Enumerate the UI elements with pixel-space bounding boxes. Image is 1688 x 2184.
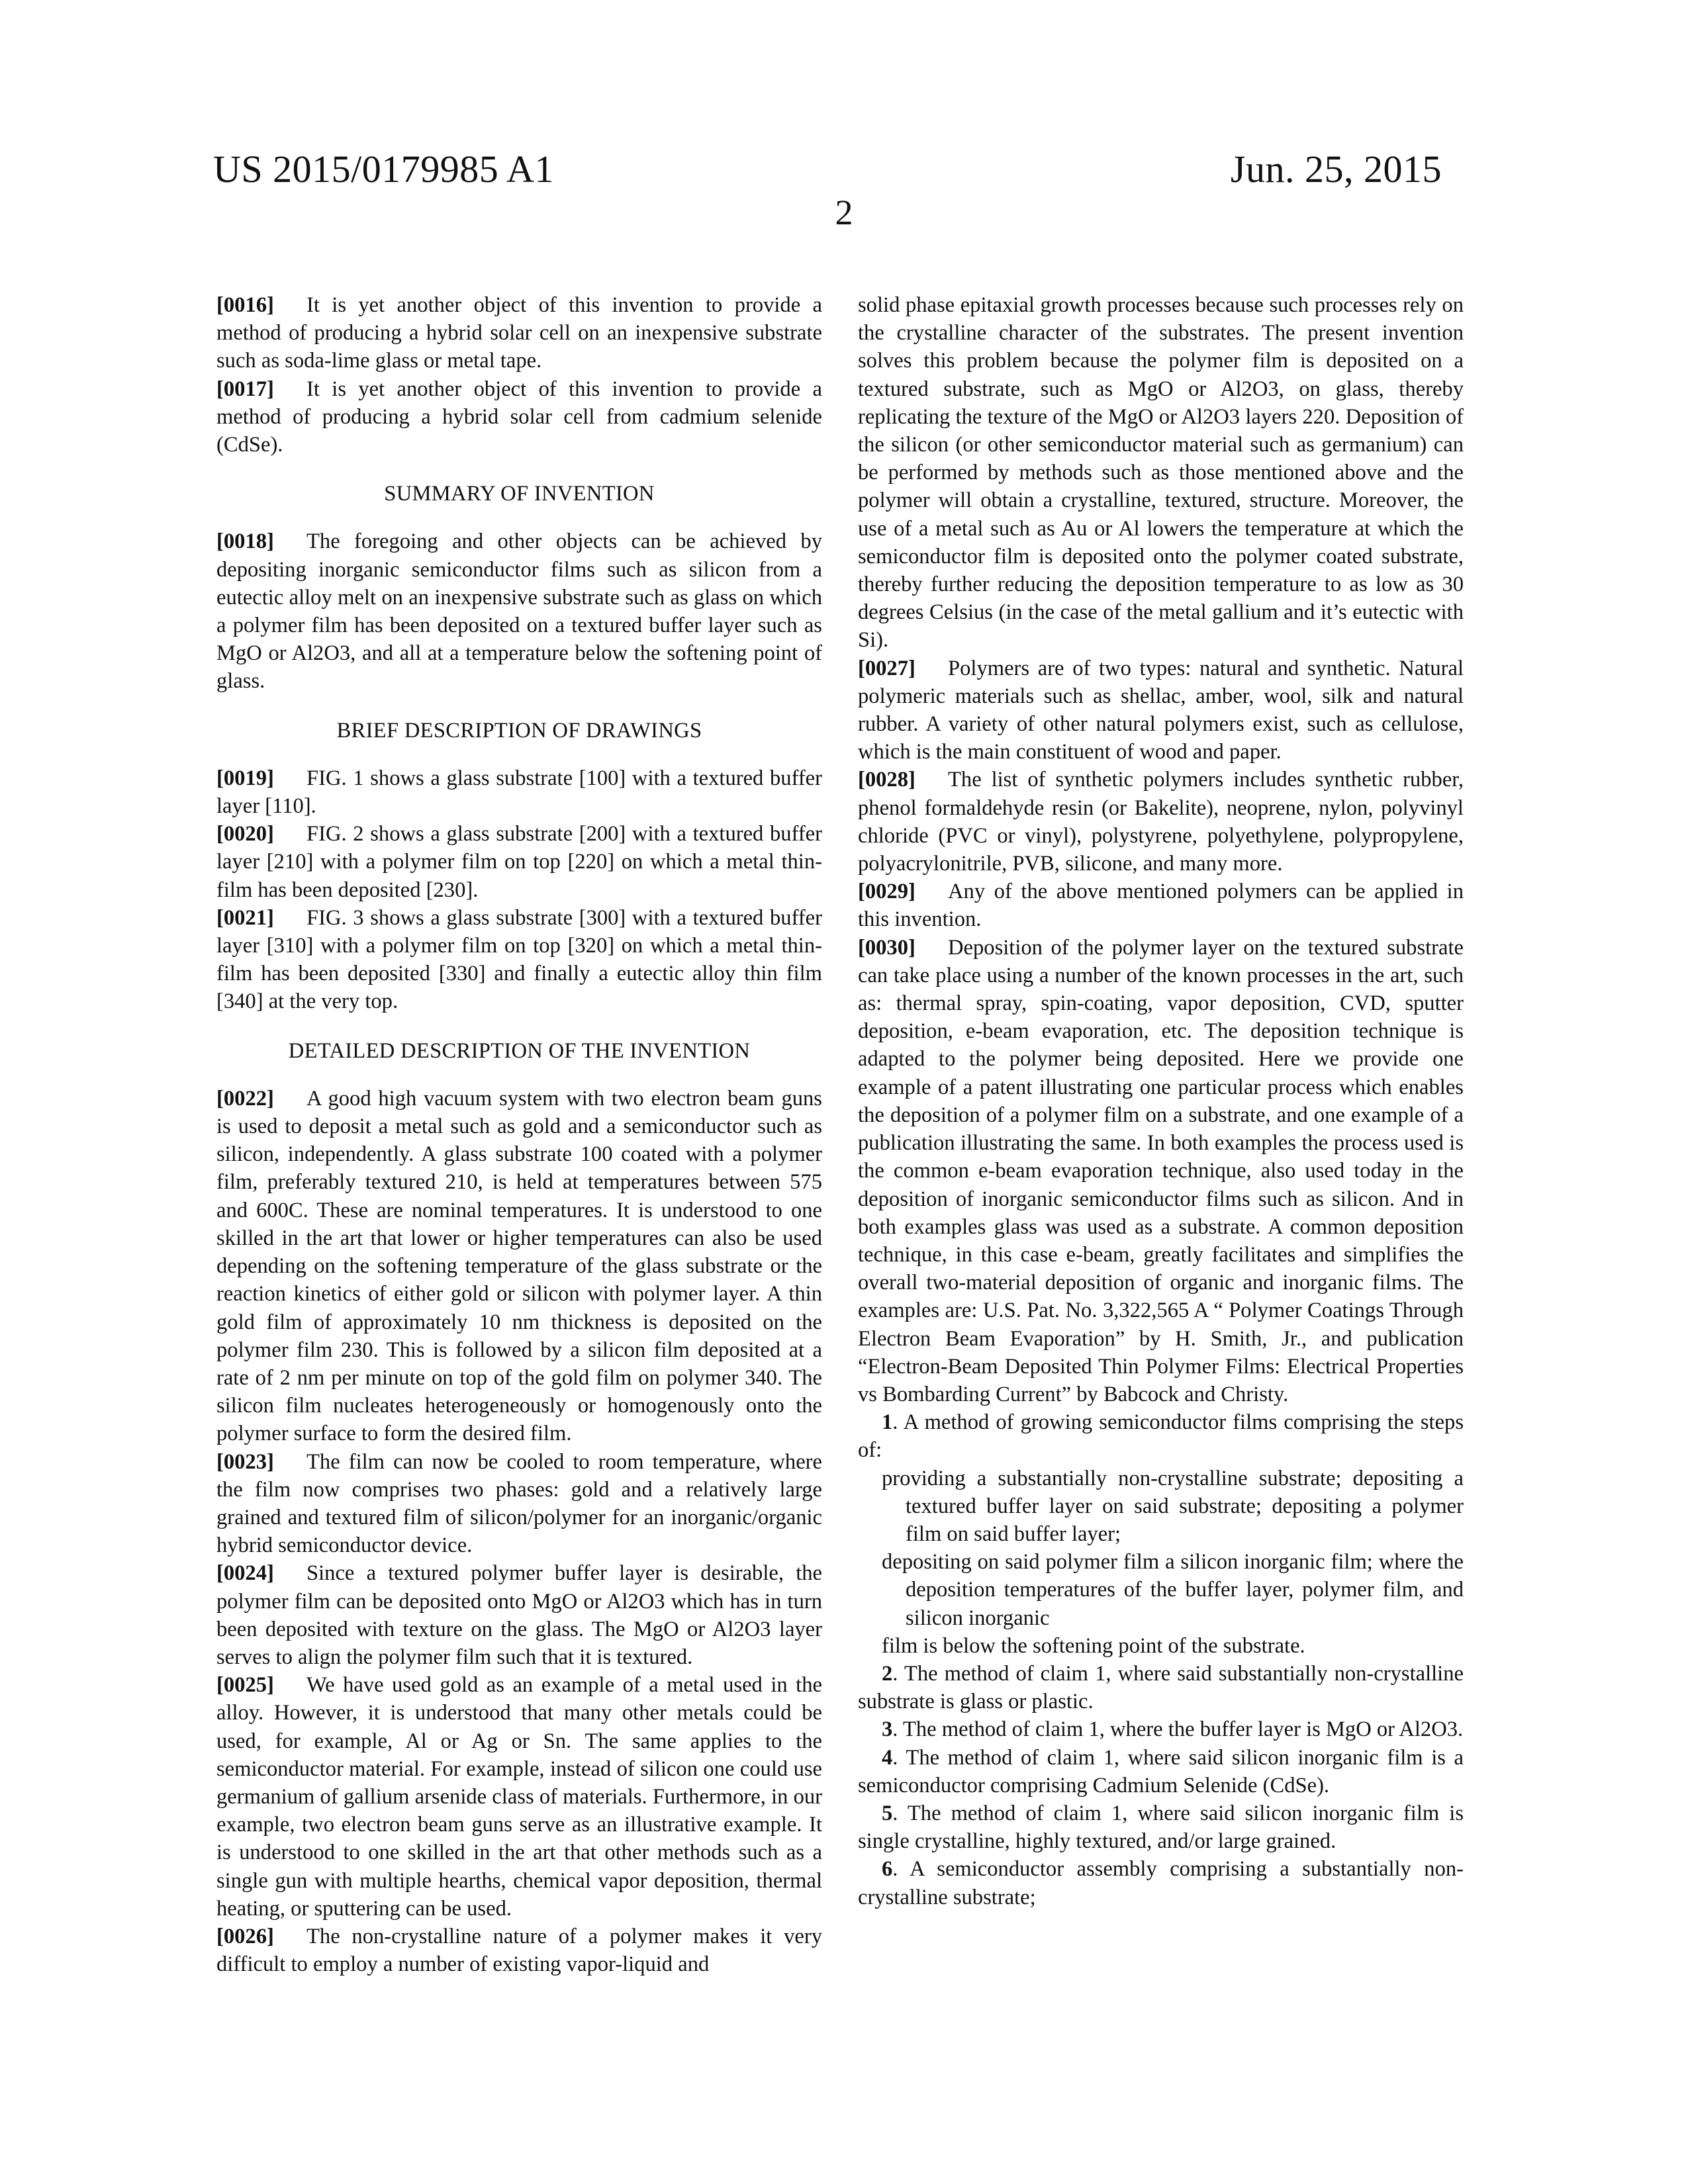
paragraph-0029 — [858, 878, 1464, 933]
claim-1-step-3: film is below the softening point of the substrate. — [882, 1633, 1305, 1658]
paragraph-text: Polymers are of two types: natural and synthetic. Natural polymeric materials such as shellac, amber, wool, silk and natural rubber. A variety of other natural polymers exist, such as cellulose, which is the main constituent of wood and paper. — [858, 656, 1464, 764]
paragraph-tag: [0028] — [858, 768, 915, 792]
paragraph-0030 — [858, 934, 1464, 1408]
claim-text: . The method of claim 1, where the buffer layer is MgO or Al2O3. — [892, 1717, 1464, 1742]
paragraph-0026 — [216, 1923, 822, 1978]
paragraph-text: FIG. 1 shows a glass substrate [100] with a textured buffer layer [110]. — [216, 766, 822, 819]
paragraph-0017 — [216, 375, 822, 459]
paragraph-tag: [0027] — [858, 656, 915, 680]
claim-6 — [858, 1855, 1464, 1911]
paragraph-tag: [0016] — [216, 293, 274, 317]
paragraph-tag: [0026] — [216, 1924, 274, 1948]
paragraph-text: Any of the above mentioned polymers can be applied in this invention. — [858, 880, 1464, 932]
claim-number: 3 — [882, 1717, 893, 1742]
paragraph-text: Since a textured polymer buffer layer is desirable, the polymer film can be deposited onto MgO or Al2O3 which has in turn been deposited with texture on the glass. The MgO or Al2O3 layer serves to align the polymer film such that it is textured. — [216, 1561, 822, 1669]
paragraph-0021 — [216, 904, 822, 1016]
claim-number: 5 — [882, 1801, 893, 1825]
page-number: 2 — [835, 193, 853, 232]
paragraph-text: We have used gold as an example of a metal used in the alloy. However, it is understood that many other metals could be used, for example, Al or Ag or Sn. The same applies to the semiconductor material. For example, instead of silicon one could use germanium of gallium arsenide class of materials. Furthermore, in our example, two electron beam guns serve as an illustrative example. It is understood to one skilled in the art that other methods such as a single gun with multiple hearths, chemical vapor deposition, thermal heating, or sputtering can be used. — [216, 1673, 822, 1921]
paragraph-0024 — [216, 1559, 822, 1671]
paragraph-0019 — [216, 764, 822, 820]
paragraph-tag: [0024] — [216, 1561, 274, 1586]
claim-text: . The method of claim 1, where said substantially non-crystalline substrate is glass or plastic. — [858, 1661, 1464, 1714]
paragraph-text: The foregoing and other objects can be achieved by depositing inorganic semiconductor films such as silicon from a eutectic alloy melt on an inexpensive substrate such as glass on which a polymer film has been deposited on a textured buffer layer such as MgO or Al2O3, and all at a temperature below the softening point of glass. — [216, 529, 822, 694]
claim-2 — [858, 1660, 1464, 1715]
paragraph-tag: [0018] — [216, 529, 274, 554]
claim-1 — [858, 1408, 1464, 1464]
paragraph-0026-continued: solid phase epitaxial growth processes because such processes rely on the crystalline character of the substrates. The present invention solves this problem because the polymer film is deposited on a textured substrate, such as MgO or Al2O3, on glass, thereby replicating the texture of the MgO or Al2O3 layers 220. Deposition of the silicon (or other semiconductor material such as germanium) can be performed by methods such as those mentioned above and the polymer will obtain a crystalline, textured, structure. Moreover, the use of a metal such as Au or Al lowers the temperature at which the semiconductor film is deposited onto the polymer coated substrate, thereby further reducing the deposition temperature to as low as 30 degrees Celsius (in the case of the metal gallium and it’s eutectic with Si). — [858, 293, 1464, 653]
claim-1-step-2: depositing on said polymer film a silicon inorganic film; where the deposition temperatures of the buffer layer, polymer film, and silicon inorganic — [882, 1550, 1464, 1630]
paragraph-text: FIG. 2 shows a glass substrate [200] with a textured buffer layer [210] with a polymer film on top [220] on which a metal thin-film has been deposited [230]. — [216, 822, 822, 902]
paragraph-text: The list of synthetic polymers includes synthetic rubber, phenol formaldehyde resin (or Bakelite), neoprene, nylon, polyvinyl chloride (PVC or vinyl), polystyrene, polyethylene, polypropylene, polyacrylonitrile, PVB, silicone, and many more. — [858, 768, 1464, 876]
paragraph-tag: [0020] — [216, 822, 274, 846]
claim-5 — [858, 1799, 1464, 1855]
paragraph-0020 — [216, 820, 822, 904]
claim-3 — [858, 1715, 1464, 1743]
paragraph-text: A good high vacuum system with two electron beam guns is used to deposit a metal such as gold and a semiconductor such as silicon, independently. A glass substrate 100 coated with a polymer film, preferably textured 210, is held at temperatures between 575 and 600C. These are nominal temperatures. It is understood to one skilled in the art that lower or higher temperatures can also be used depending on the softening temperature of the glass substrate or the reaction kinetics of either gold or silicon with polymer layer. A thin gold film of approximately 10 nm thickness is deposited on the polymer film 230. This is followed by a silicon film deposited at a rate of 2 nm per minute on top of the gold film on polymer 340. The silicon film nucleates heterogeneously or homogenously onto the polymer surface to form the desired film. — [216, 1086, 822, 1446]
claim-4 — [858, 1744, 1464, 1799]
paragraph-text: It is yet another object of this invention to provide a method of producing a hybrid solar cell from cadmium selenide (CdSe). — [216, 377, 822, 457]
claim-number: 1 — [882, 1410, 893, 1435]
paragraph-tag: [0022] — [216, 1086, 274, 1111]
paragraph-text: FIG. 3 shows a glass substrate [300] with a textured buffer layer [310] with a polymer film on top [320] on which a metal thin-film has been deposited [330] and finally a eutectic alloy thin film [340] at the very top. — [216, 905, 822, 1014]
paragraph-text: It is yet another object of this invention to provide a method of producing a hybrid solar cell on an inexpensive substrate such as soda-lime glass or metal tape. — [216, 293, 822, 373]
claim-text: . A method of growing semiconductor films comprising the steps of: — [858, 1410, 1464, 1463]
paragraph-text: The film can now be cooled to room temperature, where the film now comprises two phases: gold and a relatively large grained and textured film of silicon/polymer for an inorganic/organic hybrid semiconductor device. — [216, 1449, 822, 1558]
claim-text: . The method of claim 1, where said silicon inorganic film is single crystalline, highly textured, and/or large grained. — [858, 1801, 1464, 1854]
claim-number: 6 — [882, 1857, 893, 1882]
detailed-description-heading: DETAILED DESCRIPTION OF THE INVENTION — [288, 1038, 751, 1063]
paragraph-0025 — [216, 1671, 822, 1923]
paragraph-tag: [0019] — [216, 766, 274, 790]
claim-1-step-1: providing a substantially non-crystalline substrate; depositing a textured buffer layer on said substrate; depositing a polymer film on said buffer layer; — [882, 1466, 1464, 1546]
paragraph-0023 — [216, 1448, 822, 1560]
paragraph-tag: [0025] — [216, 1673, 274, 1698]
claim-text: . The method of claim 1, where said silicon inorganic film is a semiconductor comprising Cadmium Selenide (CdSe). — [858, 1745, 1464, 1797]
paragraph-tag: [0017] — [216, 377, 274, 401]
summary-heading: SUMMARY OF INVENTION — [384, 482, 655, 506]
paragraph-0016 — [216, 291, 822, 375]
paragraph-0027 — [858, 655, 1464, 766]
publication-date: Jun. 25, 2015 — [1230, 148, 1442, 191]
paragraph-text: Deposition of the polymer layer on the textured substrate can take place using a number of the known processes in the art, such as: thermal spray, spin-coating, vapor deposition, CVD, sputter deposition, e-beam evaporation, etc. The deposition technique is adapted to the polymer being deposited. Here we provide one example of a patent illustrating one particular process which enables the deposition of a polymer film on a substrate, and one example of a publication illustrating the same. In both examples the process used is the common e-beam evaporation technique, also used today in the deposition of inorganic semiconductor films such as silicon. And in both examples glass was used as a substrate. A common deposition technique, in this case e-beam, greatly facilitates and simplifies the overall two-material deposition of organic and inorganic films. The examples are: U.S. Pat. No. 3,322,565 A “ Polymer Coatings Through Electron Beam Evaporation” by H. Smith, Jr., and publication “Electron-Beam Deposited Thin Polymer Films: Electrical Properties vs Bombarding Current” by Babcock and Christy. — [858, 935, 1464, 1406]
claim-text: . A semiconductor assembly comprising a substantially non-crystalline substrate; — [858, 1857, 1464, 1909]
claim-number: 4 — [882, 1745, 893, 1770]
paragraph-text: The non-crystalline nature of a polymer makes it very difficult to employ a number of existing vapor-liquid and — [216, 1924, 822, 1977]
drawings-heading: BRIEF DESCRIPTION OF DRAWINGS — [336, 718, 702, 743]
publication-number: US 2015/0179985 A1 — [213, 148, 554, 191]
paragraph-0022 — [216, 1085, 822, 1448]
claim-number: 2 — [882, 1661, 893, 1686]
paragraph-tag: [0021] — [216, 905, 274, 930]
left-column — [216, 291, 822, 1978]
paragraph-tag: [0030] — [858, 935, 915, 960]
right-column — [858, 291, 1464, 1911]
paragraph-0018 — [216, 527, 822, 695]
paragraph-0028 — [858, 766, 1464, 878]
paragraph-tag: [0023] — [216, 1449, 274, 1474]
paragraph-tag: [0029] — [858, 880, 915, 904]
